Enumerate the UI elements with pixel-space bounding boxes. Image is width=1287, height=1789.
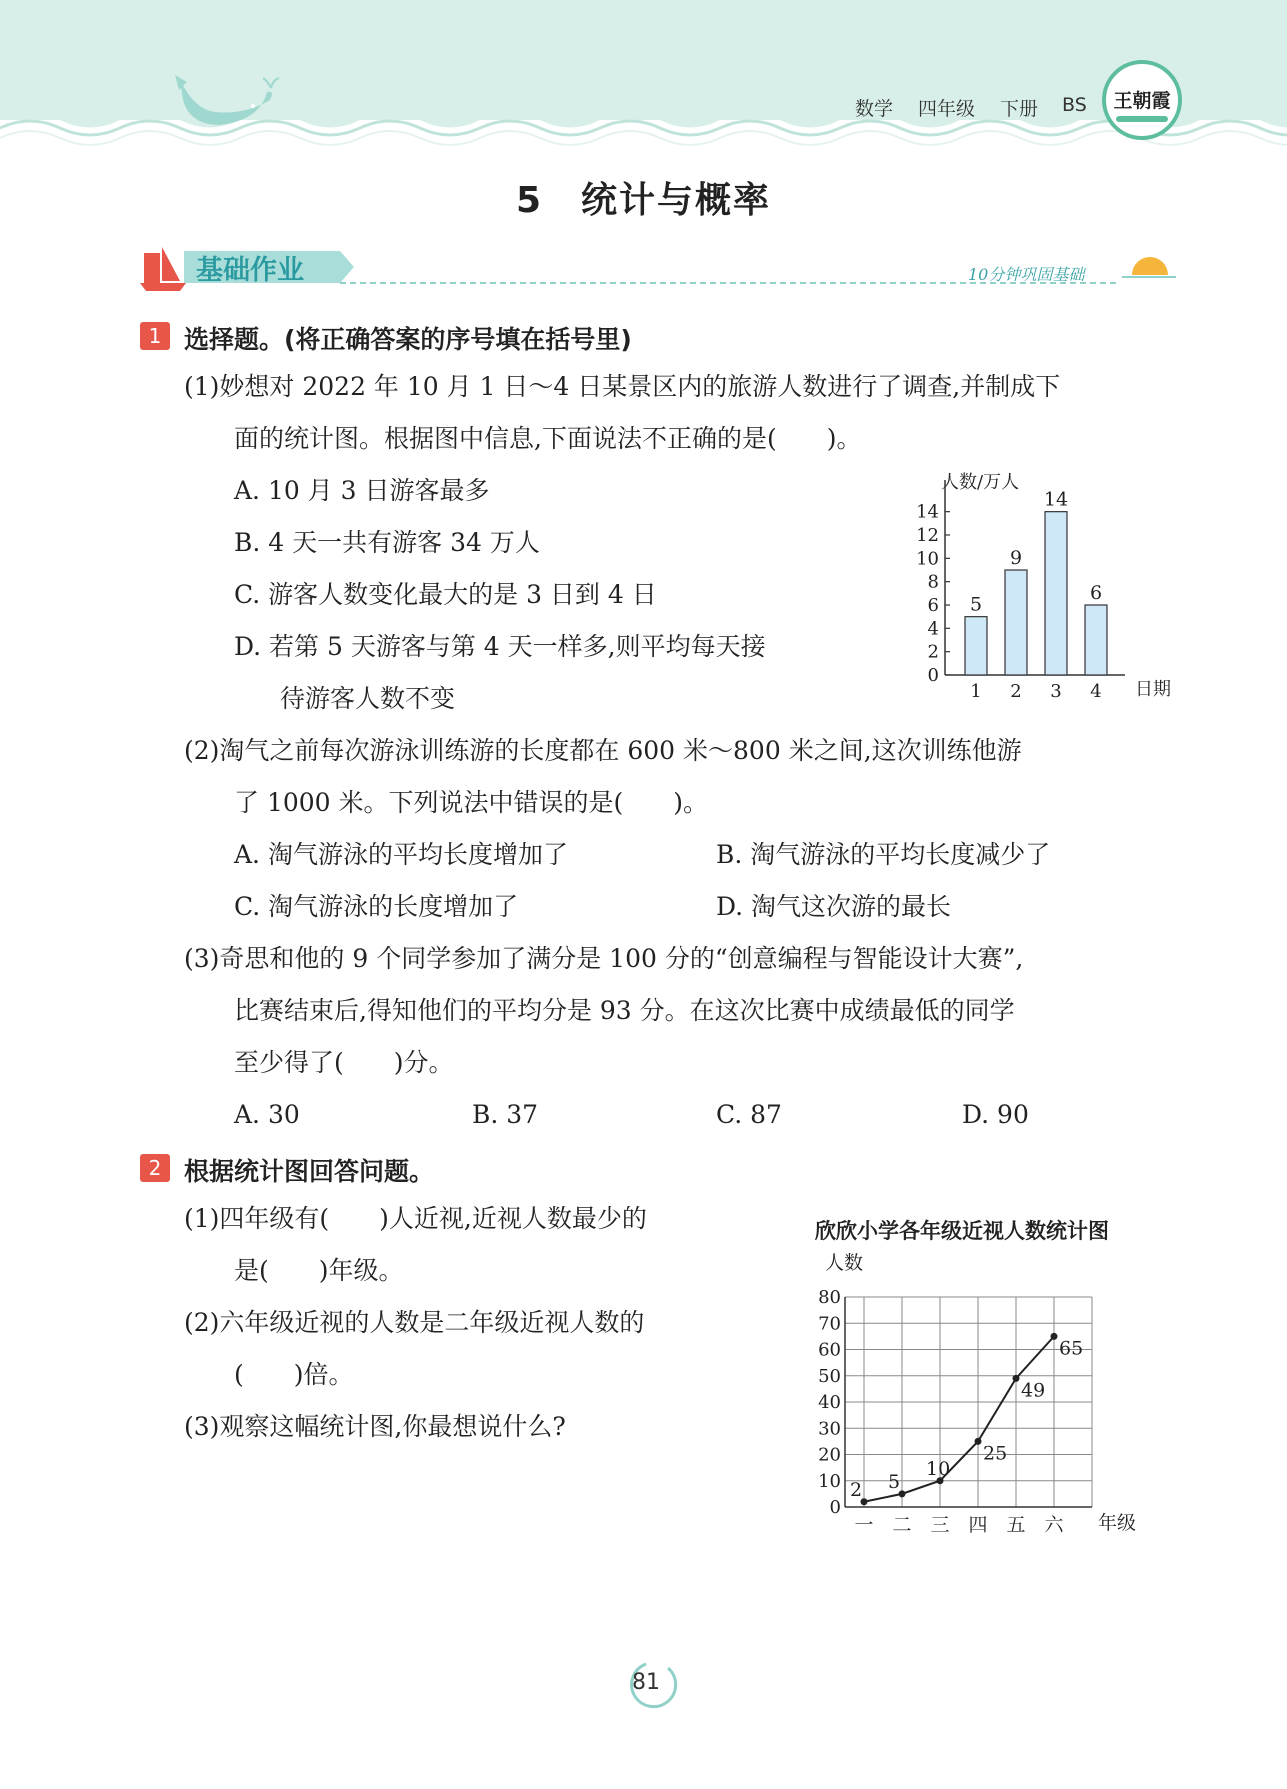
bar-chart-y-tick-label: 10 [916, 548, 939, 570]
section-subtitle: 10分钟巩固基础 [968, 265, 1085, 284]
q1-sub1-option-c[interactable]: C. 游客人数变化最大的是 3 日到 4 日 [234, 580, 657, 609]
brand-logo [1102, 60, 1182, 140]
page-number: 81 [632, 1670, 660, 1695]
bar-chart-data-label: 14 [1043, 488, 1069, 511]
bar-chart-ylabel: 人数/万人 [941, 472, 1020, 493]
bar-chart-bar [1085, 605, 1107, 675]
line-chart-data-label: 10 [926, 1457, 951, 1480]
q1-sub1-option-a[interactable]: A. 10 月 3 日游客最多 [234, 476, 490, 505]
line-chart-x-tick-label: 五 [1006, 1514, 1026, 1536]
tourist-bar-chart [905, 470, 1185, 710]
q1-sub3-line-3: 至少得了( )分。 [234, 1048, 454, 1077]
bar-chart-data-label: 9 [1009, 547, 1023, 569]
bar-chart-y-tick-label: 6 [927, 595, 939, 616]
q1-sub2-option-c[interactable]: C. 淘气游泳的长度增加了 [234, 892, 519, 921]
q2-line-1: (1)四年级有( )人近视,近视人数最少的 [184, 1204, 647, 1233]
q1-sub1-option-d[interactable]: D. 若第 5 天游客与第 4 天一样多,则平均每天接 [234, 632, 766, 661]
q1-sub3-line-2: 比赛结束后,得知他们的平均分是 93 分。在这次比赛中成绩最低的同学 [234, 996, 1015, 1025]
bar-chart-bar [1005, 570, 1027, 675]
line-chart-x-tick-label: 一 [854, 1514, 874, 1536]
line-chart-y-tick-label: 60 [818, 1339, 841, 1361]
line-chart-y-tick-label: 50 [818, 1365, 841, 1387]
line-chart-x-tick-label: 三 [930, 1514, 950, 1536]
bar-chart-y-tick-label: 14 [916, 501, 939, 523]
line-chart-point [1051, 1333, 1058, 1340]
line-chart-x-tick-label: 二 [892, 1514, 912, 1536]
q2-line-2: 是( )年级。 [234, 1256, 404, 1285]
q2-line-5: (3)观察这幅统计图,你最想说什么? [184, 1412, 566, 1441]
line-chart-data-label: 65 [1059, 1337, 1084, 1360]
line-chart-y-tick-label: 40 [818, 1392, 841, 1413]
question-title-1: 选择题。(将正确答案的序号填在括号里) [184, 325, 632, 354]
line-chart-point [1013, 1375, 1020, 1382]
section-label: 基础作业 [196, 255, 304, 286]
bar-chart-bar [965, 617, 987, 675]
bar-chart-data-label: 6 [1089, 582, 1103, 604]
header-volume: 下册 [1000, 98, 1039, 120]
bar-chart-data-label: 5 [969, 593, 983, 616]
q1-sub3-option-c[interactable]: C. 87 [716, 1100, 782, 1129]
line-chart-ylabel: 人数 [825, 1252, 864, 1274]
header-edition: BS [1062, 94, 1087, 116]
bar-chart-y-tick-label: 8 [927, 571, 939, 593]
q1-sub2-option-a[interactable]: A. 淘气游泳的平均长度增加了 [234, 840, 568, 869]
q1-sub1-line-2: 面的统计图。根据图中信息,下面说法不正确的是( )。 [234, 424, 862, 453]
line-chart-data-label: 5 [888, 1470, 901, 1493]
line-chart-x-tick-label: 六 [1044, 1514, 1064, 1536]
line-chart-x-tick-label: 四 [968, 1514, 988, 1536]
header-grade: 四年级 [918, 98, 976, 120]
q1-sub2-line-1: (2)淘气之前每次游泳训练游的长度都在 600 米～800 米之间,这次训练他游 [184, 736, 1022, 765]
q1-sub3-line-1: (3)奇思和他的 9 个同学参加了满分是 100 分的“创意编程与智能设计大赛”, [184, 944, 1024, 973]
q1-sub2-option-b[interactable]: B. 淘气游泳的平均长度减少了 [716, 840, 1051, 869]
line-chart-y-tick-label: 10 [818, 1470, 841, 1492]
page-title: 5 统计与概率 [515, 180, 772, 221]
line-chart-point [975, 1438, 982, 1445]
whale-icon [175, 70, 285, 130]
line-chart-xlabel: 年级 [1098, 1512, 1137, 1534]
q1-sub1-option-d-cont: 待游客人数不变 [280, 684, 456, 713]
bar-chart-y-tick-label: 0 [927, 665, 939, 686]
q1-sub1-option-b[interactable]: B. 4 天一共有游客 34 万人 [234, 528, 540, 557]
line-chart-y-tick-label: 0 [829, 1497, 841, 1518]
myopia-line-chart [805, 1245, 1185, 1545]
question-number-1: 1 [140, 322, 170, 350]
q1-sub1-line-1: (1)妙想对 2022 年 10 月 1 日～4 日某景区内的旅游人数进行了调查,并制成下 [184, 372, 1061, 401]
line-chart-data-label: 2 [850, 1478, 863, 1501]
line-chart-y-tick-label: 70 [818, 1313, 841, 1335]
bar-chart-y-tick-label: 4 [927, 618, 939, 640]
question-title-2: 根据统计图回答问题。 [184, 1157, 435, 1186]
line-chart-data-label: 25 [983, 1442, 1008, 1465]
line-chart-y-tick-label: 80 [818, 1287, 841, 1308]
line-chart-y-tick-label: 30 [818, 1418, 841, 1440]
q2-line-3: (2)六年级近视的人数是二年级近视人数的 [184, 1308, 645, 1337]
q2-line-4: ( )倍。 [234, 1360, 354, 1389]
line-chart-title: 欣欣小学各年级近视人数统计图 [815, 1219, 1109, 1243]
bar-chart-y-tick-label: 2 [927, 641, 939, 663]
question-number-2: 2 [140, 1154, 170, 1182]
bar-chart-y-tick-label: 12 [916, 525, 939, 546]
bar-chart-x-tick-label: 4 [1090, 681, 1102, 702]
header-subject: 数学 [855, 98, 894, 120]
line-chart-y-tick-label: 20 [818, 1444, 841, 1466]
q1-sub2-line-2: 了 1000 米。下列说法中错误的是( )。 [234, 788, 709, 817]
bar-chart-x-tick-label: 2 [1010, 681, 1022, 702]
bar-chart-x-tick-label: 3 [1050, 681, 1062, 702]
q1-sub3-option-a[interactable]: A. 30 [234, 1100, 300, 1129]
brand-name: 王朝霞 [1113, 90, 1171, 112]
bar-chart-xlabel: 日期 [1135, 679, 1171, 700]
q1-sub3-option-b[interactable]: B. 37 [472, 1100, 539, 1129]
q1-sub3-option-d[interactable]: D. 90 [962, 1100, 1029, 1129]
q1-sub2-option-d[interactable]: D. 淘气这次游的最长 [716, 892, 952, 921]
bar-chart-x-tick-label: 1 [970, 681, 982, 702]
bar-chart-bar [1045, 512, 1067, 675]
line-chart-data-label: 49 [1021, 1379, 1046, 1402]
